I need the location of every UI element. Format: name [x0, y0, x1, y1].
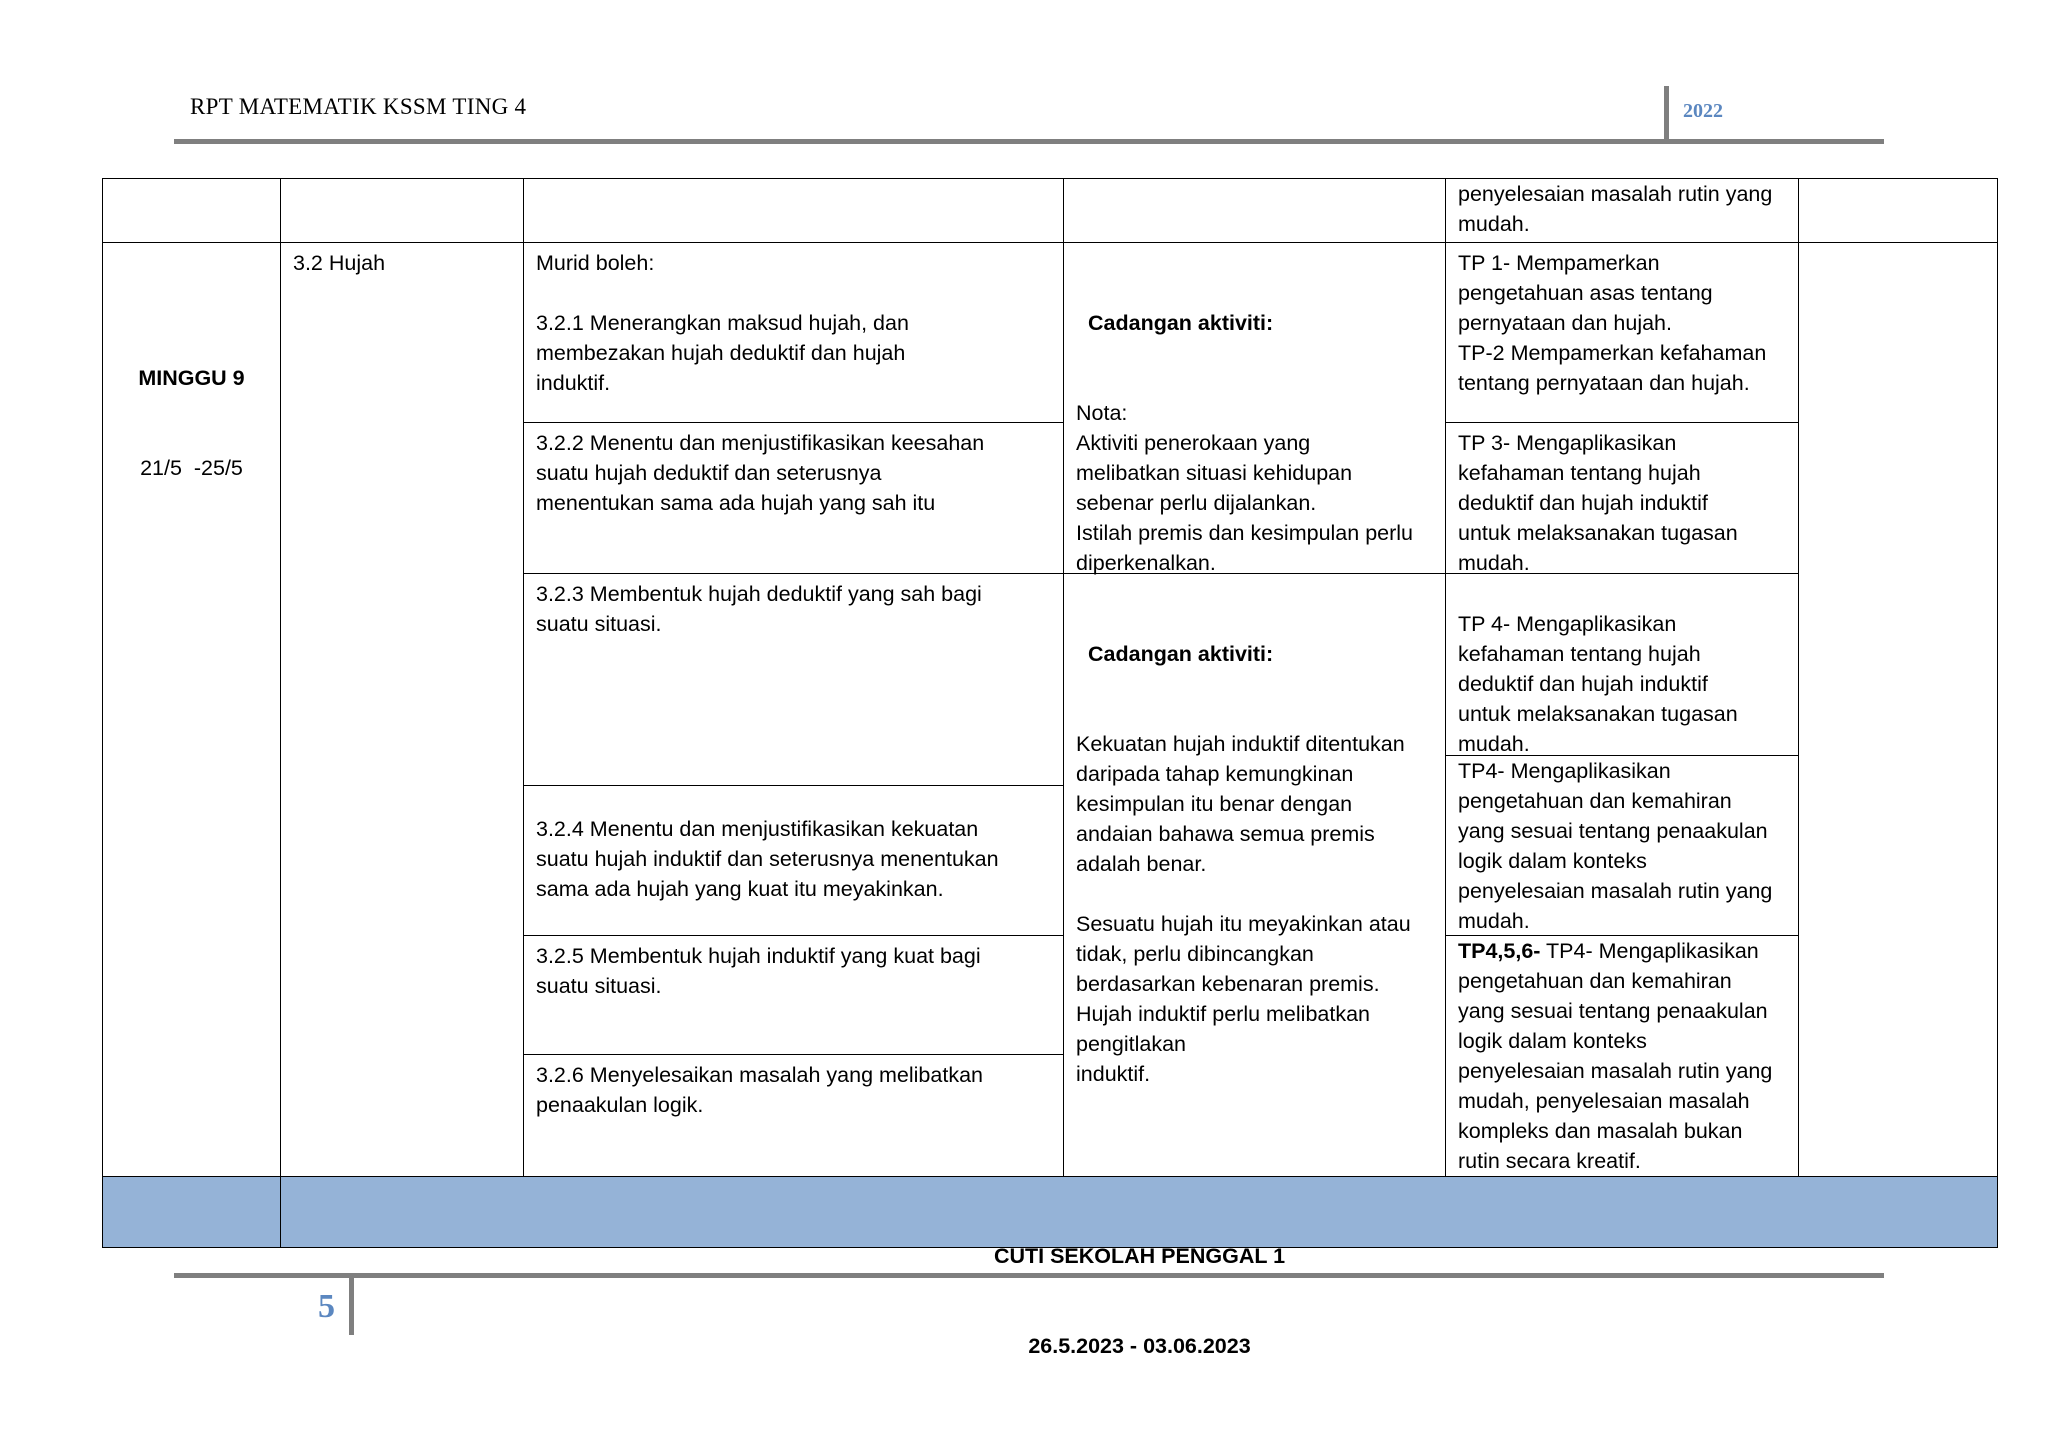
activity-cell-2	[1063, 573, 1445, 1176]
notes-cell-empty	[1798, 178, 1998, 242]
week-cell	[102, 242, 280, 1176]
notes-cell	[1798, 242, 1998, 1176]
document-title: RPT MATEMATIK KSSM TING 4	[190, 94, 527, 119]
page-number: 5	[318, 1288, 335, 1325]
activity-cell-1	[1063, 242, 1445, 573]
activity-notes: Nota: Aktiviti penerokaan yang melibatkan situasi kehidupan sebenar perlu dijalankan. Istilah premis dan kesimpulan perlu diperkenalkan.	[1076, 401, 1413, 575]
tp-cell-continued: penyelesaian masalah rutin yang mudah.	[1445, 178, 1798, 242]
week-dates: 21/5 -25/5	[140, 456, 243, 480]
standard-3-2-2: 3.2.2 Menentu dan menjustifikasikan keesahan suatu hujah deduktif dan seterusnya menentukan sama ada hujah yang sah itu	[523, 422, 1063, 573]
tp-4-5-6-label: TP4,5,6-	[1458, 939, 1541, 963]
standard-3-2-3: 3.2.3 Membentuk hujah deduktif yang sah bagi suatu situasi.	[523, 573, 1063, 785]
holiday-title: CUTI SEKOLAH PENGGAL 1	[993, 1244, 1286, 1268]
holiday-dates: 26.5.2023 - 03.06.2023	[1028, 1334, 1251, 1358]
activity-heading: Cadangan aktiviti:	[1088, 642, 1274, 666]
holiday-week-cell	[102, 1176, 280, 1248]
header-rule	[174, 139, 1884, 144]
holiday-banner	[280, 1176, 1998, 1358]
standard-3-2-6: 3.2.6 Menyelesaikan masalah yang melibatkan penaakulan logik.	[523, 1054, 1063, 1176]
week-cell-empty	[102, 178, 280, 242]
tp-4-b: TP4- Mengaplikasikan pengetahuan dan kemahiran yang sesuai tentang penaakulan logik dalam konteks penyelesaian masalah rutin yang mudah.	[1445, 755, 1798, 935]
standard-3-2-1: Murid boleh: 3.2.1 Menerangkan maksud hujah, dan membezakan hujah deduktif dan hujah induktif.	[523, 242, 1063, 422]
topic-cell-empty	[280, 178, 523, 242]
tp-4-5-6	[1445, 935, 1798, 1176]
standard-3-2-5: 3.2.5 Membentuk hujah induktif yang kuat bagi suatu situasi.	[523, 935, 1063, 1054]
document-year: 2022	[1683, 100, 1723, 122]
tp-4-5-6-text: TP4- Mengaplikasikan pengetahuan dan kemahiran yang sesuai tentang penaakulan logik dalam konteks penyelesaian masalah rutin yang mudah, penyelesaian masalah kompleks dan masalah bukan rutin secara kreatif.	[1458, 939, 1773, 1173]
standard-cell-empty	[523, 178, 1063, 242]
footer-rule	[174, 1273, 1884, 1278]
tp-3: TP 3- Mengaplikasikan kefahaman tentang hujah deduktif dan hujah induktif untuk melaksanakan tugasan mudah.	[1445, 422, 1798, 573]
topic-cell: 3.2 Hujah	[280, 242, 523, 1176]
week-label: MINGGU 9	[138, 366, 245, 390]
tp-1-2: TP 1- Mempamerkan pengetahuan asas tentang pernyataan dan hujah. TP-2 Mempamerkan kefahaman tentang pernyataan dan hujah.	[1445, 242, 1798, 422]
activity-cell-empty	[1063, 178, 1445, 242]
footer-divider	[349, 1277, 354, 1335]
activity-heading: Cadangan aktiviti:	[1088, 311, 1274, 335]
activity-notes: Kekuatan hujah induktif ditentukan daripada tahap kemungkinan kesimpulan itu benar dengan andaian bahawa semua premis adalah benar. Sesuatu hujah itu meyakinkan atau tidak, perlu dibincangkan berdasarkan kebenaran premis. Hujah induktif perlu melibatkan pengitlakan induktif.	[1076, 732, 1411, 1086]
tp-4-a: TP 4- Mengaplikasikan kefahaman tentang hujah deduktif dan hujah induktif untuk melaksanakan tugasan mudah.	[1445, 573, 1798, 755]
header-divider	[1664, 86, 1669, 140]
standard-3-2-4: 3.2.4 Menentu dan menjustifikasikan kekuatan suatu hujah induktif dan seterusnya menentukan sama ada hujah yang kuat itu meyakinkan.	[523, 785, 1063, 935]
